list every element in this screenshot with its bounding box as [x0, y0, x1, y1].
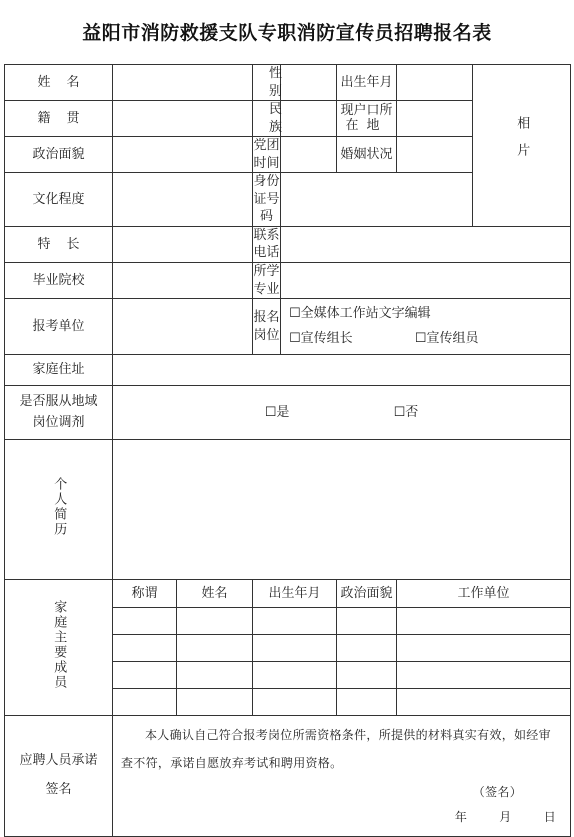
family-header-name: 姓名 [177, 580, 253, 608]
form-title: 益阳市消防救援支队专职消防宣传员招聘报名表 [82, 22, 492, 44]
family-label-cell [5, 580, 113, 716]
adjust-label [5, 386, 113, 440]
residence-label [337, 101, 397, 137]
education-label: 文化程度 [5, 173, 113, 227]
family-header-birth: 出生年月 [253, 580, 337, 608]
family-header-political: 政治面貌 [337, 580, 397, 608]
birth-field[interactable] [397, 65, 473, 101]
pledge-label-line2: 签名 [45, 781, 72, 797]
adjust-label-line2: 岗位调剂 [32, 414, 85, 430]
origin-field[interactable] [113, 101, 253, 137]
date-field[interactable]: 年 月 日 [454, 810, 556, 825]
party-time-label: 党团时间 [253, 137, 281, 173]
family-cell[interactable] [253, 635, 337, 662]
family-cell[interactable] [337, 635, 397, 662]
resume-label: 个人简历 [51, 476, 67, 537]
family-cell[interactable] [253, 662, 337, 689]
school-label: 毕业院校 [5, 263, 113, 299]
position-option-editor[interactable]: ☐全媒体工作站文字编辑 [289, 305, 431, 321]
photo-area[interactable] [473, 65, 571, 227]
family-label: 家庭主要成员 [51, 599, 67, 690]
marital-label: 婚姻状况 [337, 137, 397, 173]
family-cell[interactable] [113, 608, 177, 635]
unit-field[interactable] [113, 299, 253, 355]
family-cell[interactable] [177, 662, 253, 689]
school-field[interactable] [113, 263, 253, 299]
family-cell[interactable] [397, 608, 571, 635]
family-cell[interactable] [253, 608, 337, 635]
residence-label-line2: 在地 [345, 117, 388, 133]
major-label: 所学专业 [253, 263, 281, 299]
registration-form [4, 64, 571, 837]
specialty-field[interactable] [113, 226, 253, 262]
pledge-label [5, 716, 113, 837]
marital-field[interactable] [397, 137, 473, 173]
family-cell[interactable] [397, 635, 571, 662]
adjust-option-yes[interactable]: ☐是 [264, 404, 290, 420]
adjust-options [113, 386, 571, 440]
party-time-field[interactable] [281, 137, 337, 173]
pledge-text: 本人确认自己符合报考岗位所需资格条件，所提供的材料真实有效，如经审查不符，承诺自愿放弃考试和聘用资格。 [121, 728, 551, 770]
position-option-leader[interactable]: ☐宣传组长 [289, 330, 353, 346]
unit-label: 报考单位 [5, 299, 113, 355]
major-field[interactable] [281, 263, 571, 299]
family-header-relation: 称谓 [113, 580, 177, 608]
residence-field[interactable] [397, 101, 473, 137]
id-number-field[interactable] [281, 173, 473, 227]
address-field[interactable] [113, 355, 571, 386]
position-options [281, 299, 571, 355]
family-cell[interactable] [397, 662, 571, 689]
address-label: 家庭住址 [5, 355, 113, 386]
resume-label-cell [5, 440, 113, 580]
residence-label-line1: 现户口所 [340, 102, 393, 118]
gender-label: 性别 [253, 65, 281, 101]
family-cell[interactable] [253, 689, 337, 716]
family-cell[interactable] [177, 608, 253, 635]
adjust-label-line1: 是否服从地域 [19, 393, 98, 409]
ethnicity-label: 民族 [253, 101, 281, 137]
phone-field[interactable] [281, 226, 571, 262]
political-field[interactable] [113, 137, 253, 173]
family-cell[interactable] [177, 689, 253, 716]
name-label: 姓名 [5, 65, 113, 101]
name-field[interactable] [113, 65, 253, 101]
family-cell[interactable] [337, 608, 397, 635]
resume-field[interactable] [113, 440, 571, 580]
id-number-label: 身份证号码 [253, 173, 281, 227]
family-cell[interactable] [177, 635, 253, 662]
family-cell[interactable] [113, 662, 177, 689]
origin-label: 籍贯 [5, 101, 113, 137]
education-field[interactable] [113, 173, 253, 227]
phone-label: 联系电话 [253, 226, 281, 262]
adjust-option-no[interactable]: ☐否 [393, 404, 419, 420]
family-cell[interactable] [397, 689, 571, 716]
family-cell[interactable] [337, 662, 397, 689]
photo-label: 相片 [514, 115, 530, 170]
signature-field[interactable]: （签名） [472, 785, 522, 800]
family-cell[interactable] [113, 635, 177, 662]
specialty-label: 特长 [5, 226, 113, 262]
family-cell[interactable] [113, 689, 177, 716]
political-label: 政治面貌 [5, 137, 113, 173]
pledge-cell [113, 716, 571, 837]
family-header-workplace: 工作单位 [397, 580, 571, 608]
birth-label: 出生年月 [337, 65, 397, 101]
pledge-label-line1: 应聘人员承诺 [19, 753, 98, 769]
family-cell[interactable] [337, 689, 397, 716]
position-option-member[interactable]: ☐宣传组员 [414, 330, 479, 346]
position-label: 报名岗位 [253, 299, 281, 355]
